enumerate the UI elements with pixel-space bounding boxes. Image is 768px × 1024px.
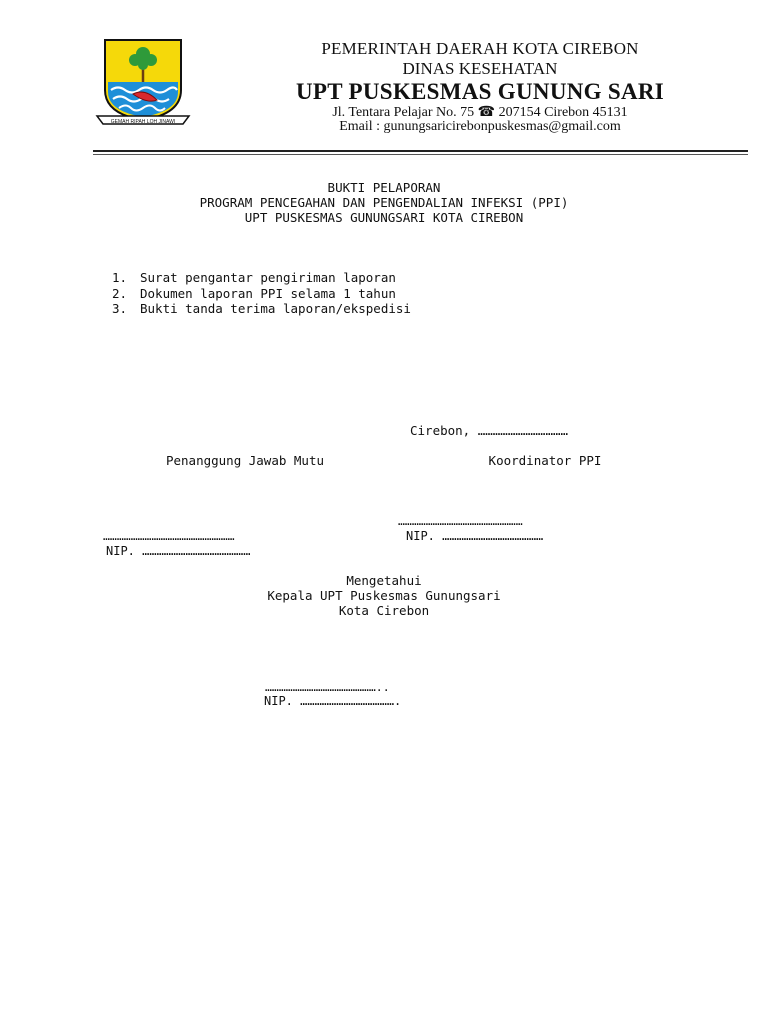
list-item: [112, 286, 411, 302]
list-item-text: Dokumen laporan PPI selama 1 tahun: [140, 285, 396, 301]
letterhead-divider-thin: [93, 154, 748, 155]
right-signer-nip: NIP. ……………………………………: [406, 529, 544, 543]
list-item-text: Bukti tanda terima laporan/ekspedisi: [140, 301, 411, 316]
left-signer-name-line: …………………………………………………: [103, 529, 235, 543]
head-city: Kota Cirebon: [338, 603, 430, 618]
document-subtitle-program: PROGRAM PENCEGAHAN DAN PENGENDALIAN INFEKSI (PPI): [199, 195, 569, 210]
right-signer-name-line: ………………………………………………: [398, 514, 523, 528]
head-nip: NIP. ………………………………….: [264, 694, 402, 708]
left-signer-role: Penanggung Jawab Mutu: [165, 453, 325, 468]
crest-motto-text: GEMAH RIPAH LOH JINAWI: [110, 119, 176, 125]
head-title: Kepala UPT Puskesmas Gunungsari: [267, 588, 501, 603]
list-item-number: 1.: [112, 270, 128, 285]
cirebon-city-crest-icon: [95, 38, 193, 130]
right-signer-role: Koordinator PPI: [488, 453, 602, 468]
attachment-list: [112, 270, 411, 317]
list-item: [112, 270, 411, 286]
list-item-number: 3.: [112, 301, 128, 316]
list-item-number: 2.: [112, 285, 128, 301]
list-item: [112, 301, 411, 317]
government-name: PEMERINTAH DAERAH KOTA CIREBON: [321, 39, 639, 58]
letterhead-divider-thick: [93, 150, 748, 152]
address-line: Jl. Tentara Pelajar No. 75 ☎ 207154 Cirebon 45131: [332, 105, 628, 120]
list-item-text: Surat pengantar pengiriman laporan: [140, 270, 396, 285]
organization-name: UPT PUSKESMAS GUNUNG SARI: [295, 79, 665, 104]
left-signer-nip: NIP. ………………………………………: [106, 544, 251, 558]
place-date-line: Cirebon, ………………………………: [410, 423, 569, 438]
document-subtitle-unit: UPT PUSKESMAS GUNUNGSARI KOTA CIREBON: [244, 210, 524, 225]
head-name-line: …………………………………………..: [265, 680, 390, 694]
document-title: BUKTI PELAPORAN: [327, 180, 441, 195]
email-line: Email : gunungsaricirebonpuskesmas@gmail.com: [339, 119, 621, 134]
acknowledgement-label: Mengetahui: [346, 573, 422, 588]
department-name: DINAS KESEHATAN: [402, 59, 558, 78]
